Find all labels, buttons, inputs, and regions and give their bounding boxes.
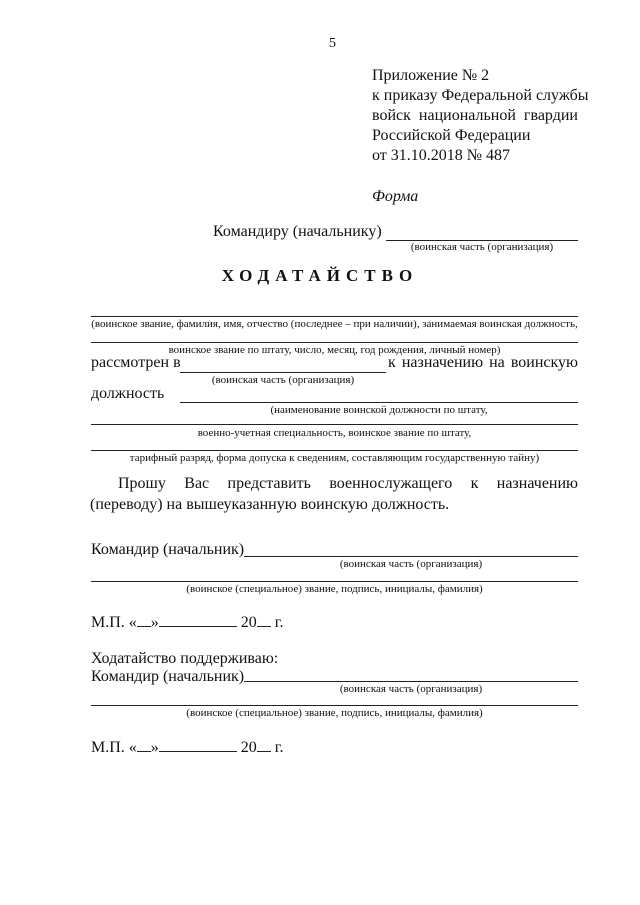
position-label: должность [91, 385, 165, 402]
specialty-caption: военно-учетная специальность, воинское звание по штату, [197, 427, 472, 439]
stamp-date-line [91, 612, 284, 632]
rank-name-field-line[interactable] [91, 316, 578, 317]
day-field[interactable] [137, 612, 151, 627]
appendix-line-3 [372, 106, 578, 126]
tariff-caption: тарифный разряд, форма допуска к сведениям, составляющим государственную тайну) [129, 452, 540, 464]
considered-suffix [388, 354, 578, 372]
considered-unit-caption: (воинская часть (организация) [211, 374, 355, 386]
commander-sign-caption: (воинское (специальное) звание, подпись, инициалы, фамилия) [186, 583, 483, 595]
support-stamp-date-line [91, 737, 284, 757]
support-heading: Ходатайство поддерживаю: [91, 650, 279, 667]
commander-label: Командир (начальник) [91, 541, 245, 558]
appendix-line-4: Российской Федерации [372, 127, 531, 144]
stamp-prefix: М.П. « [91, 614, 137, 631]
support-unit-caption: (воинская часть (организация) [339, 683, 483, 695]
request-paragraph: Прошу Вас представить военнослужащего к назначению (переводу) на вышеуказанную воинскую должность. [90, 475, 578, 513]
appendix-header [372, 66, 589, 166]
rank-birth-field-line[interactable] [91, 342, 578, 343]
form-label: Форма [372, 188, 419, 205]
appendix-line-3-word: гвардии [523, 107, 578, 124]
commander-unit-field-line[interactable] [244, 556, 578, 557]
document-title: ХОДАТАЙСТВО [221, 266, 419, 285]
tariff-field-line[interactable] [91, 450, 578, 451]
position-field-line[interactable] [180, 402, 578, 403]
considered-suffix-word: на [489, 354, 505, 371]
stamp-quote-close: » [150, 614, 159, 631]
appendix-line-2: к приказу Федеральной службы [372, 87, 589, 104]
appendix-line-3-word: войск [372, 107, 411, 124]
stamp-quote-close: » [150, 739, 159, 756]
considered-unit-field-line[interactable] [180, 372, 386, 373]
addressee-label: Командиру (начальнику) [213, 223, 382, 240]
support-sign-caption: (воинское (специальное) звание, подпись, инициалы, фамилия) [186, 707, 483, 719]
considered-suffix-word: назначению [401, 354, 484, 371]
specialty-field-line[interactable] [91, 424, 578, 425]
page-number: 5 [329, 36, 336, 51]
rank-name-caption: (воинское звание, фамилия, имя, отчество (последнее – при наличии), занимаемая воинская должность, [91, 318, 578, 330]
considered-suffix-word: воинскую [510, 354, 578, 371]
addressee-caption: (воинская часть (организация) [410, 241, 554, 253]
year-suffix: г. [274, 739, 284, 756]
year-suffix: г. [274, 614, 284, 631]
commander-unit-caption: (воинская часть (организация) [339, 558, 483, 570]
stamp-prefix: М.П. « [91, 739, 137, 756]
year-prefix: 20 [240, 739, 257, 756]
position-name-caption: (наименование воинской должности по штату, [270, 404, 488, 416]
commander-sign-field-line[interactable] [91, 581, 578, 582]
support-sign-field-line[interactable] [91, 705, 578, 706]
support-commander-label: Командир (начальник) [91, 668, 245, 685]
year-prefix: 20 [240, 614, 257, 631]
day-field[interactable] [137, 737, 151, 752]
month-field[interactable] [159, 737, 237, 752]
year-field[interactable] [257, 612, 271, 627]
support-unit-field-line[interactable] [244, 681, 578, 682]
rank-birth-caption: воинское звание по штату, число, месяц, год рождения, личный номер) [168, 344, 501, 356]
considered-suffix-word: к [388, 354, 396, 371]
appendix-line-5: от 31.10.2018 № 487 [372, 147, 511, 164]
considered-prefix: рассмотрен в [91, 354, 181, 371]
appendix-line-3-word: национальной [418, 107, 516, 124]
appendix-line-1: Приложение № 2 [372, 67, 490, 84]
month-field[interactable] [159, 612, 237, 627]
year-field[interactable] [257, 737, 271, 752]
